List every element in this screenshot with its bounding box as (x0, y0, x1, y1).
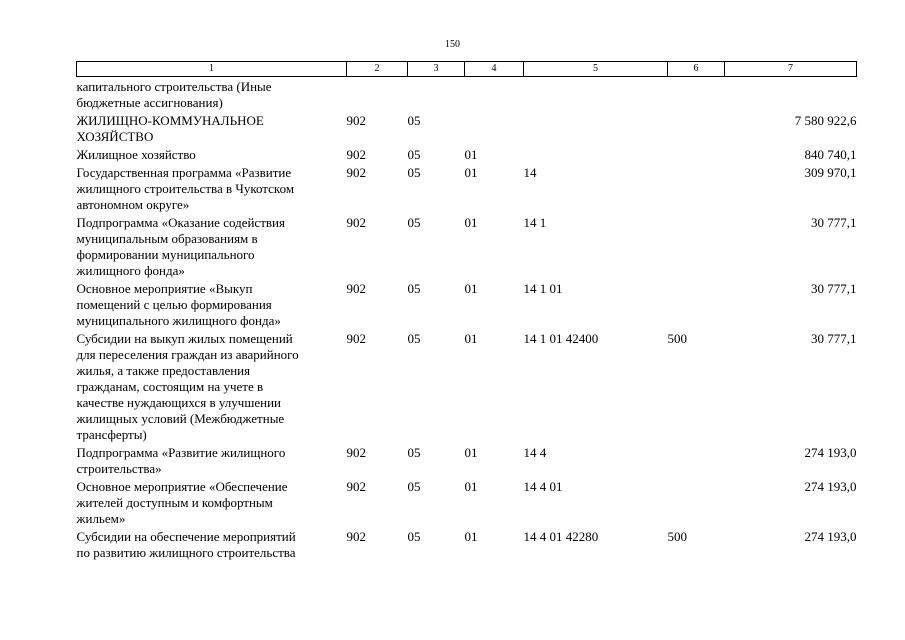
table-row (77, 529, 857, 563)
row-col4: 01 (464, 529, 478, 544)
budget-table (76, 61, 857, 563)
row-sum: 7 580 922,6 (794, 113, 857, 128)
row-col3: 05 (407, 479, 421, 494)
row-col2: 902 (346, 529, 366, 544)
row-col2: 902 (346, 445, 366, 460)
row-name: капитального строительства (Иные бюджетные ассигнования) (76, 79, 272, 110)
row-col5 (524, 113, 668, 147)
table-body (77, 77, 857, 564)
header-col-5: 5 (524, 62, 668, 77)
header-col-3: 3 (408, 62, 465, 77)
table-row (77, 113, 857, 147)
row-col5: 14 1 01 42400 (523, 331, 599, 346)
row-col2: 902 (346, 215, 366, 230)
table-row (77, 147, 857, 165)
row-sum: 274 193,0 (804, 479, 857, 494)
row-col2: 902 (346, 281, 366, 296)
row-col6 (668, 281, 725, 331)
row-col6 (668, 479, 725, 529)
row-col6: 500 (667, 331, 687, 346)
row-col4: 01 (464, 147, 478, 162)
row-name: Основное мероприятие «Обеспечение жителей доступным и комфортным жильем» (76, 479, 288, 526)
row-col3 (408, 77, 465, 114)
row-col5: 14 4 01 (523, 479, 563, 494)
row-col5: 14 4 01 42280 (523, 529, 599, 544)
row-col6 (668, 113, 725, 147)
row-col3: 05 (407, 165, 421, 180)
row-name: ЖИЛИЩНО-КОММУНАЛЬНОЕ ХОЗЯЙСТВО (76, 113, 264, 144)
table-row (77, 331, 857, 445)
row-col4: 01 (464, 331, 478, 346)
row-col2: 902 (346, 113, 366, 128)
table-row (77, 445, 857, 479)
row-name: Подпрограмма «Оказание содействия муниципальным образованиям в формировании муниципального жилищного фонда» (76, 215, 285, 278)
header-row (77, 62, 857, 77)
row-col3: 05 (407, 529, 421, 544)
row-name: Субсидии на обеспечение мероприятий по развитию жилищного строительства (76, 529, 296, 560)
row-col4: 01 (464, 445, 478, 460)
row-col3: 05 (407, 147, 421, 162)
row-col2: 902 (346, 331, 366, 346)
row-col4 (465, 113, 524, 147)
row-sum: 30 777,1 (811, 215, 857, 230)
row-col2: 902 (346, 165, 366, 180)
row-sum: 309 970,1 (804, 165, 857, 180)
row-col3: 05 (407, 281, 421, 296)
row-sum (725, 77, 857, 114)
row-col6: 500 (667, 529, 687, 544)
row-col2 (347, 77, 408, 114)
row-sum: 274 193,0 (804, 445, 857, 460)
row-col4: 01 (464, 215, 478, 230)
row-col6 (668, 77, 725, 114)
row-col3: 05 (407, 331, 421, 346)
row-col3: 05 (407, 215, 421, 230)
row-col6 (668, 147, 725, 165)
row-col5: 14 4 (523, 445, 547, 460)
table-row (77, 215, 857, 281)
row-col2: 902 (346, 479, 366, 494)
row-col5: 14 (523, 165, 537, 180)
header-col-4: 4 (465, 62, 524, 77)
row-col6 (668, 445, 725, 479)
row-col2: 902 (346, 147, 366, 162)
row-col3: 05 (407, 113, 421, 128)
header-col-2: 2 (347, 62, 408, 77)
row-col4: 01 (464, 281, 478, 296)
row-name: Жилищное хозяйство (76, 147, 196, 162)
row-col6 (668, 165, 725, 215)
header-col-7: 7 (725, 62, 857, 77)
row-name: Субсидии на выкуп жилых помещений для переселения граждан из аварийного жилья, а также предоставления гражданам, состоящим на учете в качестве нуждающихся в улучшении жилищных условий (Межбюджетные трансферты) (76, 331, 299, 442)
row-name: Основное мероприятие «Выкуп помещений с целью формирования муниципального жилищного фонда» (76, 281, 281, 328)
row-name: Государственная программа «Развитие жилищного строительства в Чукотском автономном округе» (76, 165, 295, 212)
row-col5: 14 1 01 (523, 281, 563, 296)
table-row (77, 479, 857, 529)
row-col6 (668, 215, 725, 281)
row-col4: 01 (464, 479, 478, 494)
table-row (77, 281, 857, 331)
row-name: Подпрограмма «Развитие жилищного строительства» (76, 445, 286, 476)
row-col4: 01 (464, 165, 478, 180)
table-header (77, 62, 857, 77)
row-sum: 30 777,1 (811, 281, 857, 296)
header-col-1: 1 (77, 62, 347, 77)
page-number: 150 (445, 39, 460, 50)
table-row (77, 165, 857, 215)
row-col5 (524, 77, 668, 114)
row-col3: 05 (407, 445, 421, 460)
row-sum: 30 777,1 (811, 331, 857, 346)
table-row (77, 77, 857, 114)
row-col4 (465, 77, 524, 114)
header-col-6: 6 (668, 62, 725, 77)
row-col5: 14 1 (523, 215, 547, 230)
row-col5 (524, 147, 668, 165)
row-sum: 274 193,0 (804, 529, 857, 544)
row-sum: 840 740,1 (804, 147, 857, 162)
